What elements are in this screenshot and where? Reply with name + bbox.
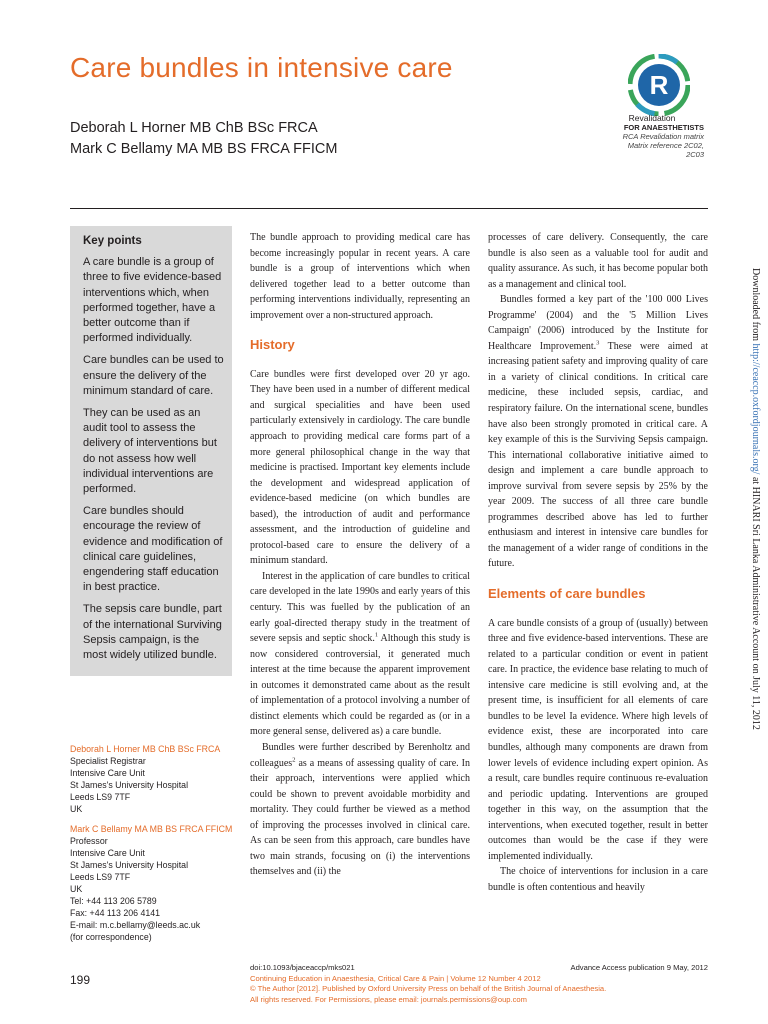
history-paragraph: Care bundles were first developed over 20 yr ago. They have been used in a number of different medical and surgical specialities and have been used particularly extensively in cardiology. The care bundle approach to providing medical care forms part of a more general philosophical change in the way that medicine is practised. Important key elements include the development and widespread application of evidence-based medicine (on which bundles are based), the introduction of audit and performance assessment, and the introduction of guideline and protocol-based care to ensure the delivery of a minimum standard. bbox=[250, 368, 470, 567]
text-run: Although this study is now considered controversial, it generated much interest at the time because the apparent improvement in outcomes it demonstrated came about as the result of implementation of a protocol involving a number of distinct elements which could be regarded as (or in a more general sense, delivered as) a care bundle. bbox=[250, 633, 470, 738]
badge-matrix-line: 2C03 bbox=[686, 150, 704, 159]
body-paragraph: processes of care delivery. Consequently, the care bundle is also seen as a valuable tool for audit and quality assurance. As such, it has become popular both as a management and clinical tool. bbox=[488, 232, 708, 290]
text-run: Bundles formed a key part of the '100 000 Lives Programme' (2004) and the '5 Million Lives Campaign' (2006) introduced by the Institute for Healthcare Improvement. bbox=[488, 294, 708, 352]
download-sidebar bbox=[745, 268, 761, 748]
history-paragraph bbox=[250, 740, 470, 880]
doi[interactable]: doi:10.1093/bjaceaccp/mks021 bbox=[250, 963, 355, 972]
affiliation-line: (for correspondence) bbox=[70, 932, 152, 942]
affiliation-line: St James's University Hospital bbox=[70, 860, 189, 870]
footer-row bbox=[250, 963, 708, 974]
key-point: They can be used as an audit tool to assess the delivery of interventions but do not assess how well individual interventions are performed. bbox=[83, 407, 217, 496]
affiliation-line: St James's University Hospital bbox=[70, 780, 189, 790]
body-paragraph bbox=[488, 292, 708, 572]
logo-letter: R bbox=[649, 70, 669, 100]
badge-matrix bbox=[600, 132, 704, 159]
page-footer bbox=[250, 963, 708, 1005]
author-2: Mark C Bellamy MA MB BS FRCA FFICM bbox=[70, 141, 338, 157]
key-points-box bbox=[70, 226, 232, 676]
revalidation-badge bbox=[600, 113, 704, 159]
affiliation-line: Tel: +44 113 206 5789 bbox=[70, 896, 157, 906]
reference-marker[interactable]: 2 bbox=[292, 756, 296, 764]
author-affiliations bbox=[70, 743, 240, 951]
elements-heading: Elements of care bundles bbox=[488, 586, 646, 602]
badge-matrix-line: Matrix reference 2C02, bbox=[627, 141, 704, 150]
affiliation-line: Fax: +44 113 206 4141 bbox=[70, 908, 161, 918]
affiliation-line: UK bbox=[70, 804, 83, 814]
history-paragraph bbox=[250, 569, 470, 740]
intro-paragraph: The bundle approach to providing medical care has become increasingly popular in recent years. A care bundle is a group of interventions which when delivered together lead to a better outcome than performing interventions individually, representing an improvement over a non-structured approach. bbox=[250, 232, 470, 321]
badge-matrix-line: RCA Revalidation matrix bbox=[622, 132, 704, 141]
text-run: These were aimed at increasing patient safety and improving quality of care in a variety of clinical conditions. In critical care medicine, these included sepsis, cardiac, and respiratory failure. On the international scene, bundles have also been strongly promoted in critical care. A key example of this is the Surviving Sepsis campaign. This international collaborative initiative aimed to design and implement a care bundle approach to improve survival from severe sepsis by 25% by the year 2009. The success of all three care bundle programmes described above has led to further enthusiasm and interest in intensive care bundles for the management of a wider range of conditions in the future. bbox=[488, 340, 708, 570]
affiliation-line: Leeds LS9 7TF bbox=[70, 792, 131, 802]
affiliation-name: Mark C Bellamy MA MB BS FRCA FFICM bbox=[70, 824, 233, 834]
copyright: © The Author [2012]. Published by Oxford University Press on behalf of the British Journal of Anaesthesia. bbox=[250, 984, 607, 993]
affiliation-line: Specialist Registrar bbox=[70, 756, 146, 766]
affiliation-line: Professor bbox=[70, 836, 108, 846]
affiliation-line: Leeds LS9 7TF bbox=[70, 872, 131, 882]
text-run: Bundles were further described by Berenholtz and colleagues bbox=[250, 741, 470, 769]
affiliation-1 bbox=[70, 743, 240, 815]
affiliation-line: Intensive Care Unit bbox=[70, 848, 145, 858]
body-column-3 bbox=[488, 230, 708, 895]
affiliation-name: Deborah L Horner MB ChB BSc FRCA bbox=[70, 744, 221, 754]
text-run: Interest in the application of care bundles to critical care developed in the late 1990s and early years of this century. This was fuelled by the publication of an early goal-directed therapy study in the treatment of severe sepsis and septic shock. bbox=[250, 570, 470, 645]
text-run: as a means of assessing quality of care. In their approach, interventions were applied which could be shown to prevent avoidable morbidity and mortality. They could further be viewed as a method of improving the processes involved in clinical care. As can be seen from this approach, care bundles have two main strands, focusing on (i) the interventions themselves and (ii) the bbox=[250, 757, 470, 878]
key-point: A care bundle is a group of three to five evidence-based interventions which, when performed together, have a better outcome than if performed individually. bbox=[83, 256, 222, 345]
rights: All rights reserved. For Permissions, please email: journals.permissions@oup.com bbox=[250, 994, 527, 1004]
revalidation-logo-icon bbox=[628, 54, 690, 116]
sidebar-suffix: at HINARI Sri Lanka Administrative Account on July 11, 2012 bbox=[750, 474, 761, 730]
page-number: 199 bbox=[70, 973, 91, 987]
body-column-2 bbox=[250, 230, 470, 880]
key-point: Care bundles can be used to ensure the delivery of the minimum standard of care. bbox=[83, 354, 224, 397]
elements-paragraph: The choice of interventions for inclusion in a care bundle is often contentious and heavily bbox=[488, 866, 708, 893]
author-1: Deborah L Horner MB ChB BSc FRCA bbox=[70, 120, 318, 136]
badge-for-anaesthetists: FOR ANAESTHETISTS bbox=[623, 123, 704, 132]
affiliation-line: UK bbox=[70, 884, 83, 894]
key-point: The sepsis care bundle, part of the international Surviving Sepsis campaign, is the most widely utilized bundle. bbox=[83, 603, 222, 662]
journal-link[interactable]: http://ceaccp.oxfordjournals.org/ bbox=[750, 343, 761, 475]
article-title: Care bundles in intensive care bbox=[70, 52, 453, 83]
elements-paragraph: A care bundle consists of a group of (usually) between three and five evidence-based interventions. These are related to a particular condition or event in patient care. In practice, the evidence base relating to much of intensive care medicine is still evolving and, at the present time, is insufficient for all elements of care bundles to be level Ia evidence. Where high levels of evidence exist, these are incorporated into care bundles, although many components are drawn from lower levels of evidence including expert opinion. As a result, care bundles require continuous re-evaluation and periodic updating. Interventions are grouped together in this way, on the assumption that the interventions, when executed together, result in better outcomes than would be the case if they were implemented individually. bbox=[488, 617, 708, 862]
header-divider bbox=[70, 208, 708, 209]
advance-access: Advance Access publication 9 May, 2012 bbox=[570, 963, 708, 972]
affiliation-line: Intensive Care Unit bbox=[70, 768, 145, 778]
key-point: Care bundles should encourage the review of evidence and modification of clinical care guidelines, engendering staff education in best practice. bbox=[83, 505, 223, 594]
history-heading: History bbox=[250, 337, 295, 353]
affiliation-2 bbox=[70, 823, 240, 943]
badge-revalidation: Revalidation bbox=[628, 113, 676, 123]
reference-marker[interactable]: 1 bbox=[374, 631, 379, 639]
key-points-heading: Key points bbox=[83, 235, 142, 247]
journal-info: Continuing Education in Anaesthesia, Critical Care & Pain | Volume 12 Number 4 2012 bbox=[250, 973, 541, 983]
affiliation-email[interactable]: E-mail: m.c.bellamy@leeds.ac.uk bbox=[70, 920, 201, 930]
reference-marker[interactable]: 3 bbox=[596, 339, 600, 347]
sidebar-prefix: Downloaded from bbox=[750, 268, 761, 344]
